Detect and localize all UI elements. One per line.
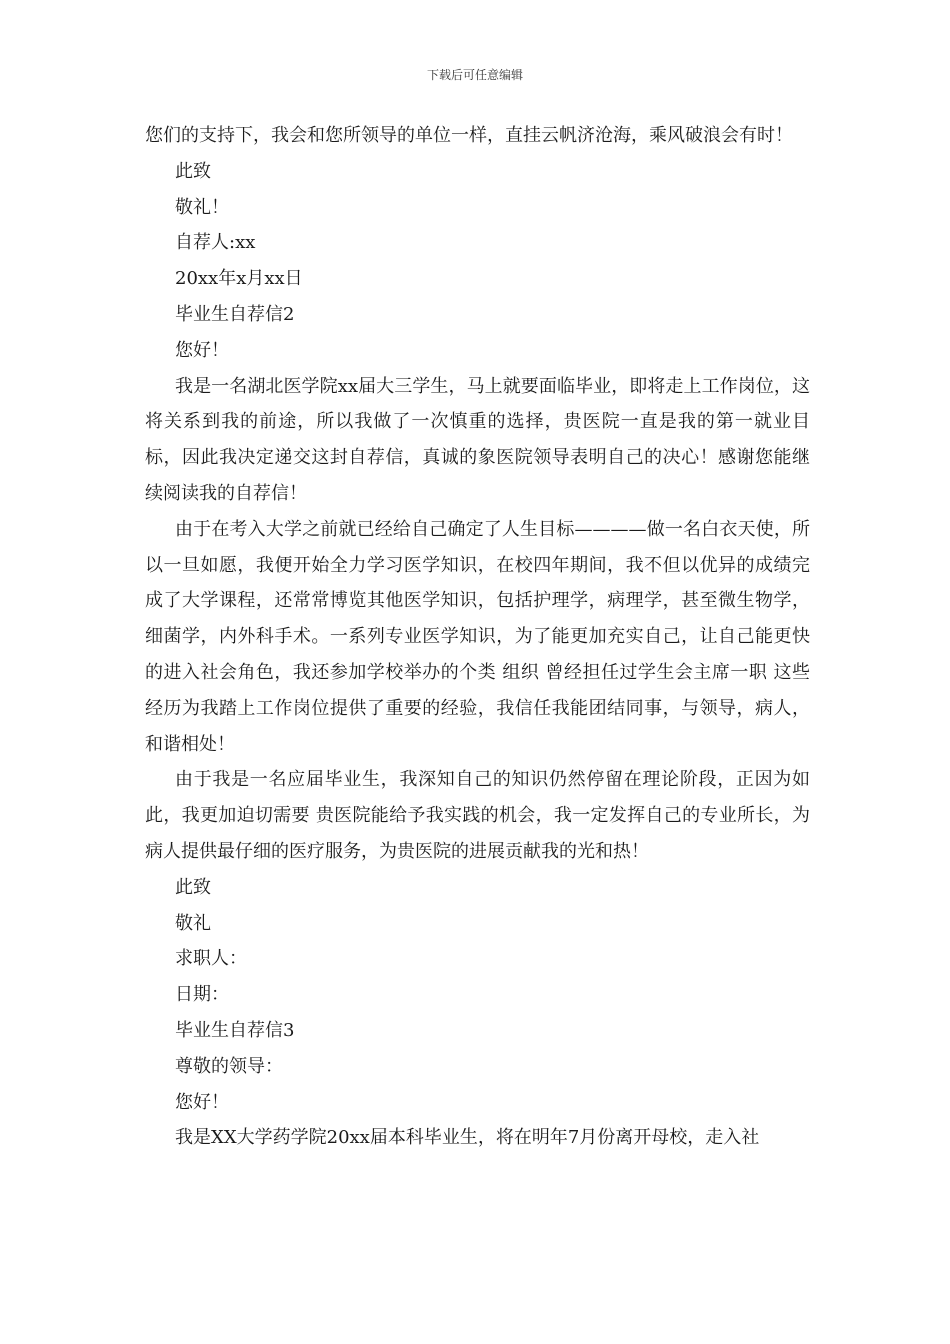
paragraph: 我是一名湖北医学院xx届大三学生，马上就要面临毕业，即将走上工作岗位，这将关系到我的前途，所以我做了一次慎重的选择，贵医院一直是我的第一就业目标，因此我决定递交这封自荐信，真诚的象医院领导表明自己的决心！感谢您能继续阅读我的自荐信！ bbox=[145, 375, 810, 504]
paragraph: 我是XX大学药学院20xx届本科毕业生，将在明年7月份离开母校，走入社 bbox=[175, 1127, 760, 1149]
paragraph: 此致 bbox=[175, 160, 211, 182]
paragraph: 此致 bbox=[175, 876, 211, 898]
paragraph: 您们的支持下，我会和您所领导的单位一样，直挂云帆济沧海，乘风破浪会有时！ bbox=[145, 125, 793, 146]
paragraph: 由于我是一名应届毕业生，我深知自己的知识仍然停留在理论阶段，正因为如此，我更加迫切需要 贵医院能给予我实践的机会，我一定发挥自己的专业所长，为病人提供最仔细的医疗服务，为贵医院的进展贡献我的光和热！ bbox=[145, 769, 810, 862]
paragraph: 毕业生自荐信2 bbox=[175, 303, 295, 325]
paragraph: 毕业生自荐信3 bbox=[175, 1019, 295, 1041]
paragraph: 敬礼！ bbox=[175, 196, 229, 218]
paragraph: 敬礼 bbox=[175, 912, 211, 934]
paragraph: 尊敬的领导： bbox=[175, 1055, 283, 1077]
paragraph: 20xx年x月xx日 bbox=[175, 268, 303, 290]
paragraph: 求职人： bbox=[175, 948, 247, 970]
paragraph: 日期： bbox=[175, 984, 229, 1006]
paragraph: 由于在考入大学之前就已经给自己确定了人生目标————做一名白衣天使，所以一旦如愿，我便开始全力学习医学知识，在校四年期间，我不但以优异的成绩完成了大学课程，还常常博览其他医学知识，包括护理学，病理学，甚至微生物学，细菌学，内外科手术。一系列专业医学知识，为了能更加充实自己，让自己能更快的进入社会角色，我还参加学校举办的个类 组织 曾经担任过学生会主席一职 这些经历为我踏上工作岗位提供了重要的经验，我信任我能团结同事，与领导，病人，和谐相处！ bbox=[145, 518, 810, 755]
paragraph: 您好！ bbox=[175, 339, 229, 361]
paragraph: 您好！ bbox=[175, 1091, 229, 1113]
page-header: 下载后可任意编辑 bbox=[426, 68, 523, 82]
paragraph: 自荐人:xx bbox=[175, 232, 256, 254]
document-body bbox=[145, 118, 810, 1156]
